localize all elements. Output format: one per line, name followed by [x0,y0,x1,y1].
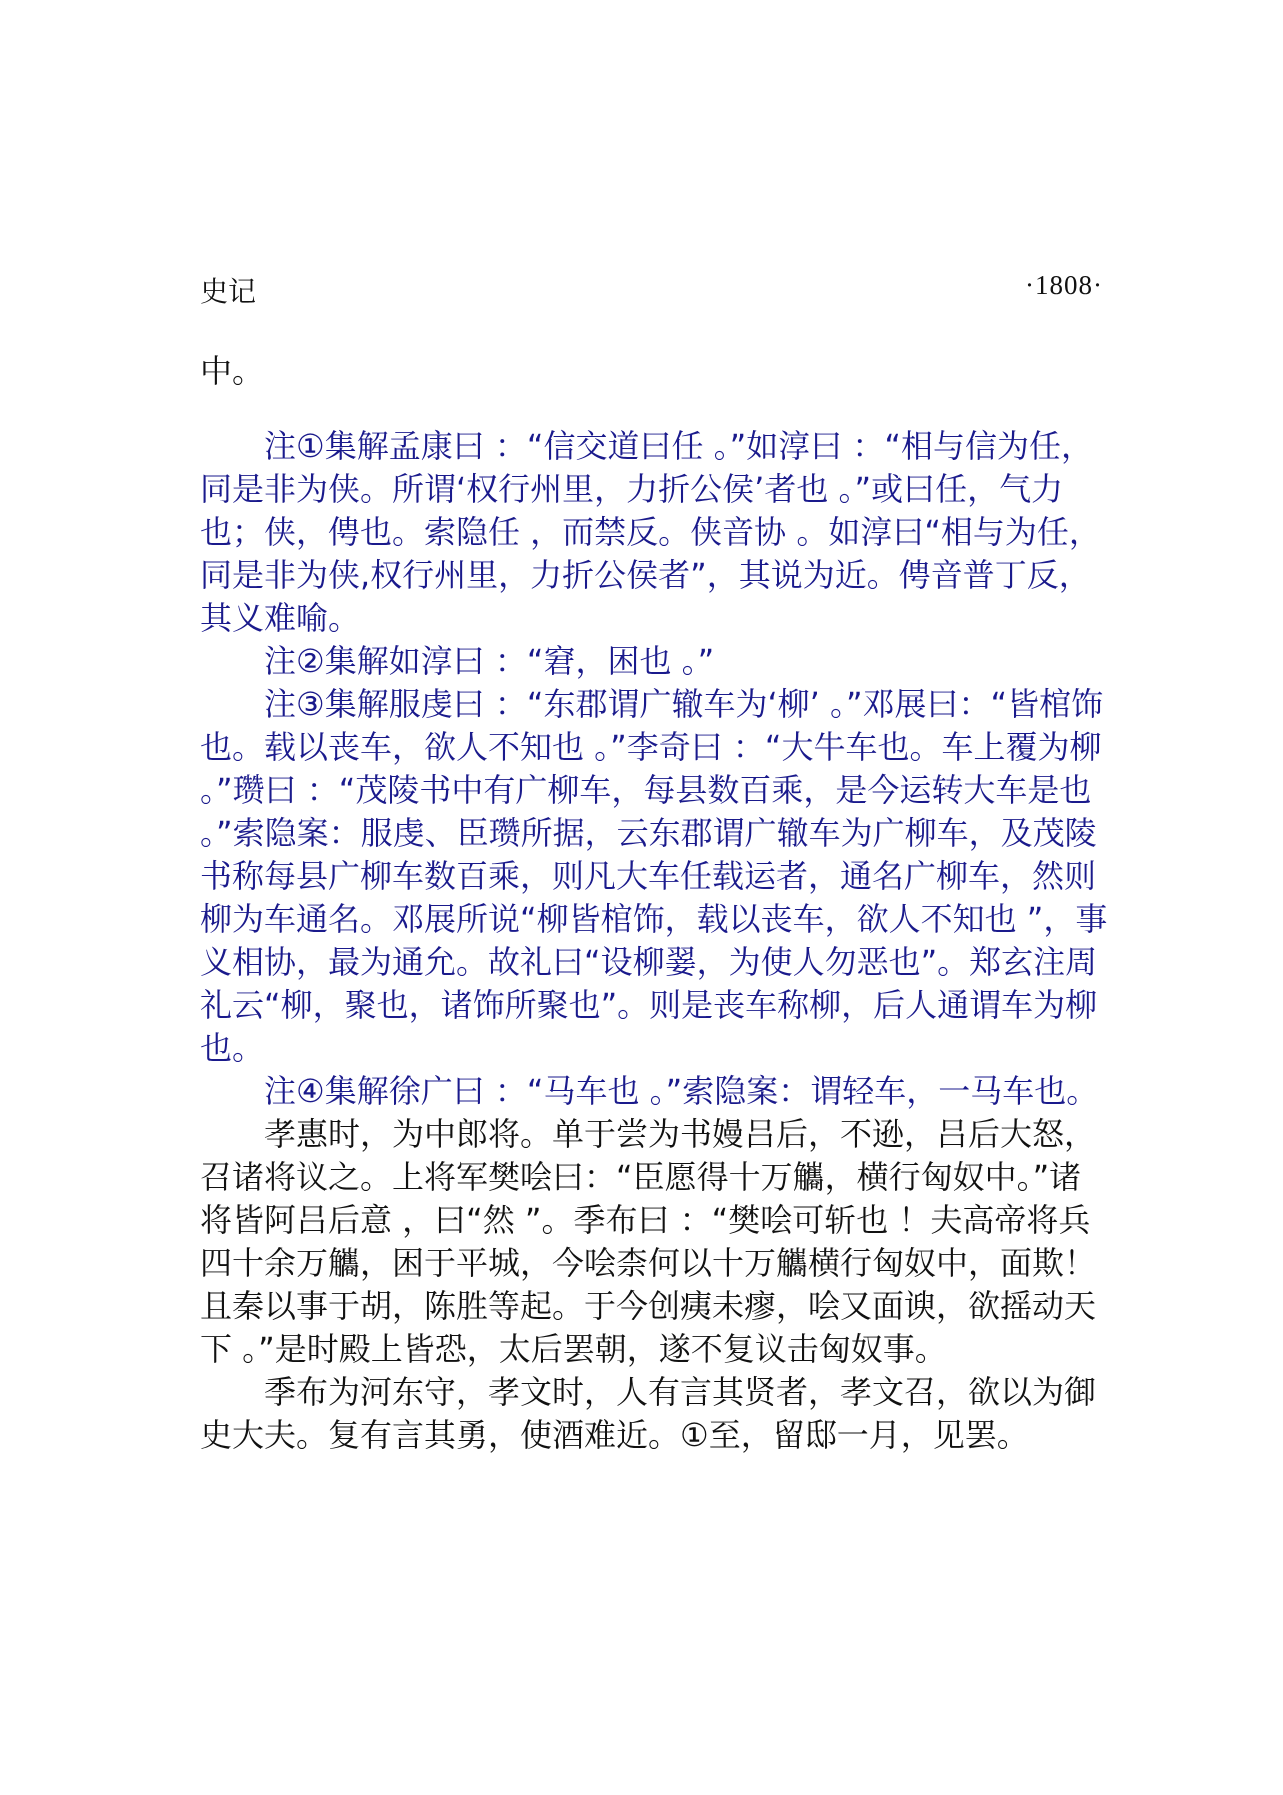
note-4: 注④集解徐广曰 ：“马车也 。”索隐案：谓轻车，一马车也。 [264,1072,1099,1110]
main-paragraph: 孝惠时，为中郎将。单于尝为书嫚吕后，不逊，吕后大怒，召诸将议之。上将军樊哙曰：“臣愿得十万觿，横行匈奴中。”诸将皆阿吕后意 ，曰“然 ”。季布曰 ：“樊哙可斩也 ！夫高帝将兵四十余万觿，困于平城，今哙柰何以十万觿横行匈奴中，面欺！且秦以事于胡，陈胜等起。于今创痍未瘳，哙又面谀，欲摇动天下 。”是时殿上皆恐，太后罢朝，遂不复议击匈奴事。 [200,1115,1097,1368]
text-body [200,350,1110,1457]
note-3: 注③集解服虔曰 ：“东郡谓广辙车为‘柳’ 。”邓展曰：“皆棺饰也。载以丧车，欲人不知也 。”李奇曰 ：“大牛车也。车上覆为柳 。”瓒曰 ：“茂陵书中有广柳车，每县数百乘，是今运转大车是也 。”索隐案：服虔、臣瓒所据，云东郡谓广辙车为广柳车，及茂陵书称每县广柳车数百乘，则凡大车任载运者，通名广柳车，然则柳为车通名。邓展所说“柳皆棺饰，载以丧车，欲人不知也 ”，事义相协，最为通允。故礼曰“设柳翣，为使人勿恶也”。郑玄注周礼云“柳，聚也，诸饰所聚也”。则是丧车称柳，后人通谓车为柳也。 [200,685,1108,1067]
running-title: 史记 [200,275,257,308]
page-number: ·1808· [1025,270,1103,300]
main-paragraph: 季布为河东守，孝文时，人有言其贤者，孝文召，欲以为御史大夫。复有言其勇，使酒难近。①至，留邸一月，见罢。 [200,1373,1097,1454]
note-2: 注②集解如淳曰 ：“窘，困也 。” [264,642,715,680]
continuation-line: 中。 [200,352,265,390]
note-1: 注①集解孟康曰 ：“信交道曰任 。”如淳曰 ：“相与信为任，同是非为侠。所谓‘权行州里，力折公侯’者也 。”或曰任，气力也；侠，俜也。索隐任 ，而禁反。侠音协 。如淳曰“相与为任，同是非为侠,权行州里，力折公侯者”，其说为近。俜音普丁反，其义难喻。 [200,427,1101,637]
